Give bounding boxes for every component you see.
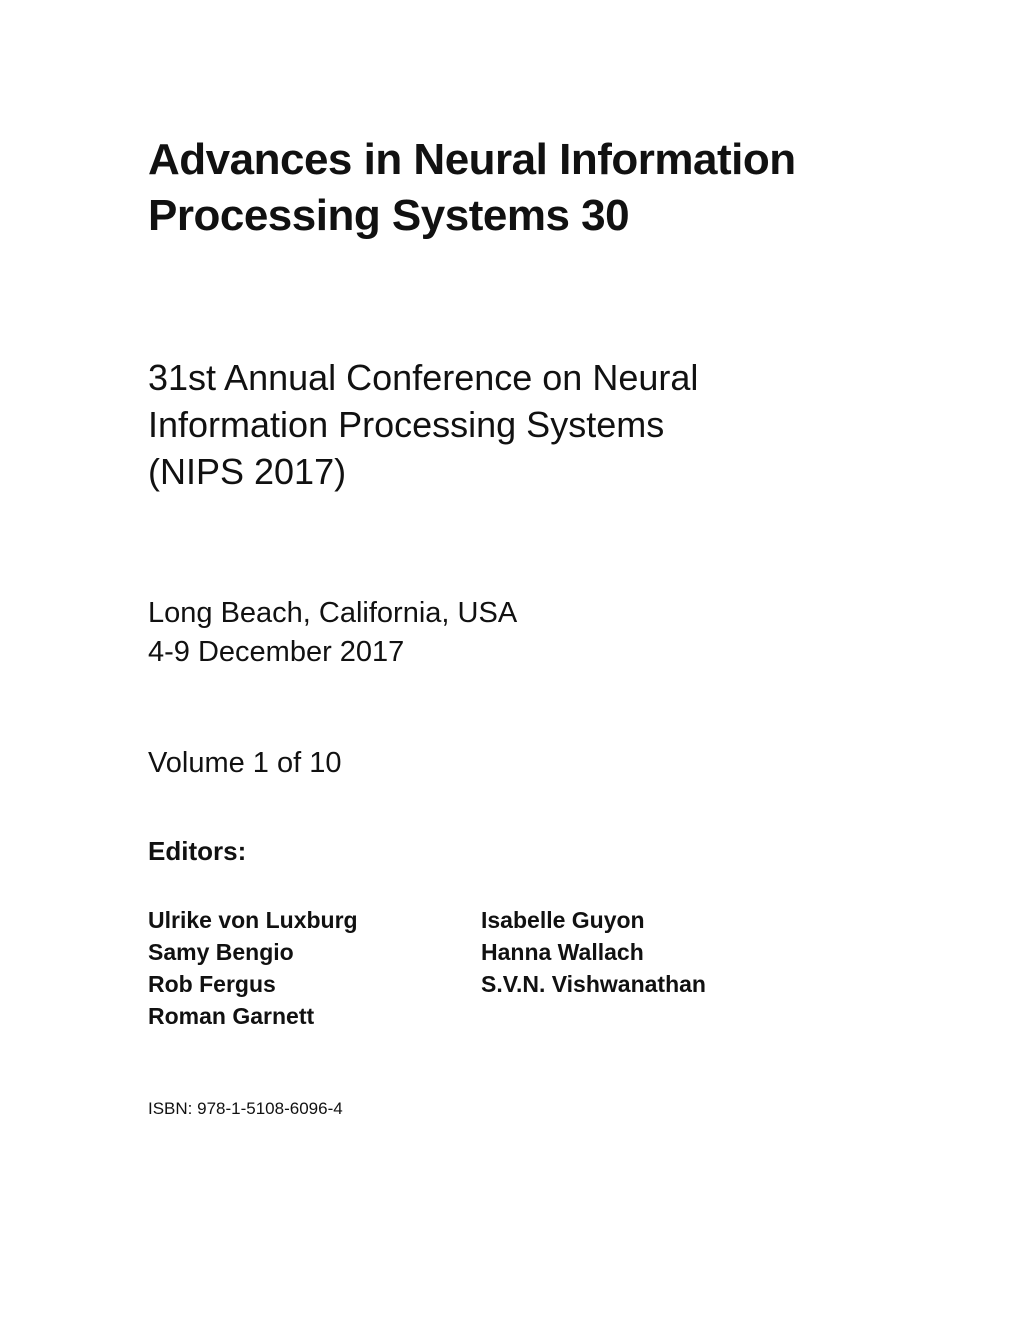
book-title xyxy=(148,132,796,244)
editor-name: S.V.N. Vishwanathan xyxy=(481,971,706,997)
editor-name: Roman Garnett xyxy=(148,1003,315,1029)
book-title-line-1: Advances in Neural Information xyxy=(148,135,796,184)
conference-dates: 4-9 December 2017 xyxy=(148,636,405,668)
conference-name-line-1: 31st Annual Conference on Neural xyxy=(148,357,699,398)
editors-column-left xyxy=(148,904,358,1032)
conference-location xyxy=(148,594,517,672)
volume-info: Volume 1 of 10 xyxy=(148,747,342,779)
editors-heading: Editors: xyxy=(148,836,247,866)
editor-name: Isabelle Guyon xyxy=(481,907,645,933)
conference-name xyxy=(148,354,698,495)
isbn: ISBN: 978-1-5108-6096-4 xyxy=(148,1099,343,1118)
conference-place: Long Beach, California, USA xyxy=(148,597,518,629)
title-page xyxy=(148,0,968,1320)
editor-name: Rob Fergus xyxy=(148,971,276,997)
editor-name: Hanna Wallach xyxy=(481,939,644,965)
book-title-line-2: Processing Systems 30 xyxy=(148,191,630,240)
editor-name: Samy Bengio xyxy=(148,939,294,965)
conference-name-line-3: (NIPS 2017) xyxy=(148,451,347,492)
editor-name: Ulrike von Luxburg xyxy=(148,907,358,933)
editors-column-right xyxy=(481,904,706,1000)
conference-name-line-2: Information Processing Systems xyxy=(148,404,665,445)
